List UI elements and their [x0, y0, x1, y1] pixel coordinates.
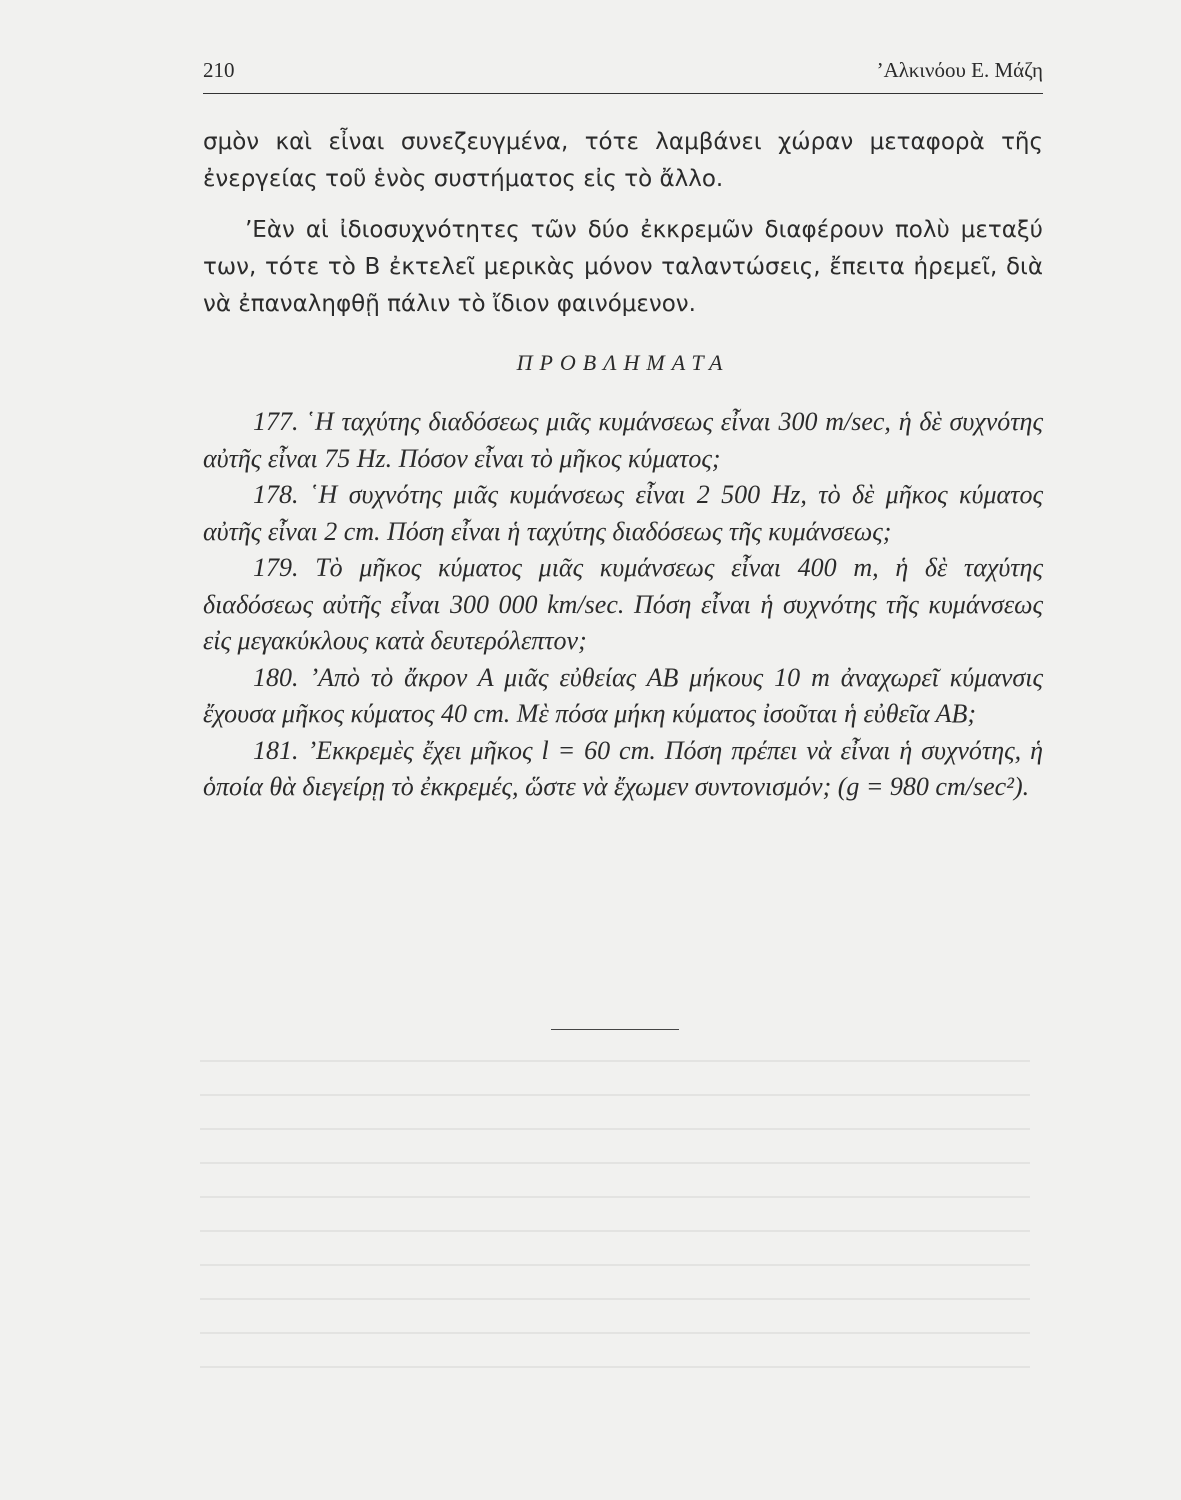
problem-item	[203, 550, 1043, 660]
paragraph-continuation: σμὸν καὶ εἶναι συνεζευγμένα, τότε λαμβάνει χώραν μεταφορὰ τῆς ἐνεργείας τοῦ ἑνὸς συστήματος εἰς τὸ ἄλλο.	[203, 129, 1043, 192]
problem-number: 178.	[253, 480, 299, 509]
end-rule	[551, 1029, 679, 1030]
problem-text: ’Απὸ τὸ ἄκρον Α μιᾶς εὐθείας ΑΒ μήκους 10 m ἀναχωρεῖ κύμανσις ἔχουσα μῆκος κύματος 40 cm. Μὲ πόσα μήκη κύματος ἰσοῦται ἡ εὐθεῖα ΑΒ;	[203, 662, 1044, 728]
page-header	[203, 58, 1043, 90]
paragraph-resonance: ’Εὰν αἱ ἰδιοσυχνότητες τῶν δύο ἐκκρεμῶν διαφέρουν πολὺ μεταξύ των, τότε τὸ Β ἐκτελεῖ μερικὰς μόνον ταλαντώσεις, ἔπειτα ἠρεμεῖ, διὰ νὰ ἐπαναληφθῇ πάλιν τὸ ἴδιον φαινόμενον.	[203, 217, 1043, 317]
problem-number: 180.	[253, 662, 299, 692]
show-through-texture	[200, 1060, 1030, 1390]
problem-list	[203, 404, 1043, 806]
problem-text: ῾Η ταχύτης διαδόσεως μιᾶς κυμάνσεως εἶναι 300 m/sec, ἡ δὲ συχνότης αὐτῆς εἶναι 75 Hz. Πόσον εἶναι τὸ μῆκος κύματος;	[203, 407, 1043, 473]
problem-item	[203, 404, 1043, 477]
problem-item	[203, 660, 1043, 733]
running-head: ’Αλκινόου Ε. Μάζη	[876, 58, 1043, 82]
problem-text: Τὸ μῆκος κύματος μιᾶς κυμάνσεως εἶναι 400 m, ἡ δὲ ταχύτης διαδόσεως αὐτῆς εἶναι 300 000 km/sec. Πόση εἶναι ἡ συχνότης τῆς κυμάνσεως εἰς μεγακύκλους κατὰ δευτερόλεπτον;	[203, 553, 1044, 655]
problem-item	[203, 733, 1043, 806]
problem-number: 177.	[253, 407, 299, 436]
page-number: 210	[203, 58, 235, 82]
problem-text: ’Εκκρεμὲς ἔχει μῆκος l = 60 cm. Πόση πρέπει νὰ εἶναι ἡ συχνότης, ἡ ὁποία θὰ διεγείρῃ τὸ ἐκκρεμές, ὥστε νὰ ἔχωμεν συντονισμόν; (g = 980 cm/sec²).	[203, 735, 1043, 801]
section-title: ΠΡΟΒΛΗΜΑΤΑ	[516, 350, 730, 375]
problem-item	[203, 477, 1043, 550]
header-rule	[203, 93, 1043, 94]
problem-number: 179.	[253, 553, 299, 582]
problem-number: 181.	[253, 735, 299, 765]
problem-text: ῾Η συχνότης μιᾶς κυμάνσεως εἶναι 2 500 Hz, τὸ δὲ μῆκος κύματος αὐτῆς εἶναι 2 cm. Πόση εἶναι ἡ ταχύτης διαδόσεως τῆς κυμάνσεως;	[203, 480, 1043, 546]
